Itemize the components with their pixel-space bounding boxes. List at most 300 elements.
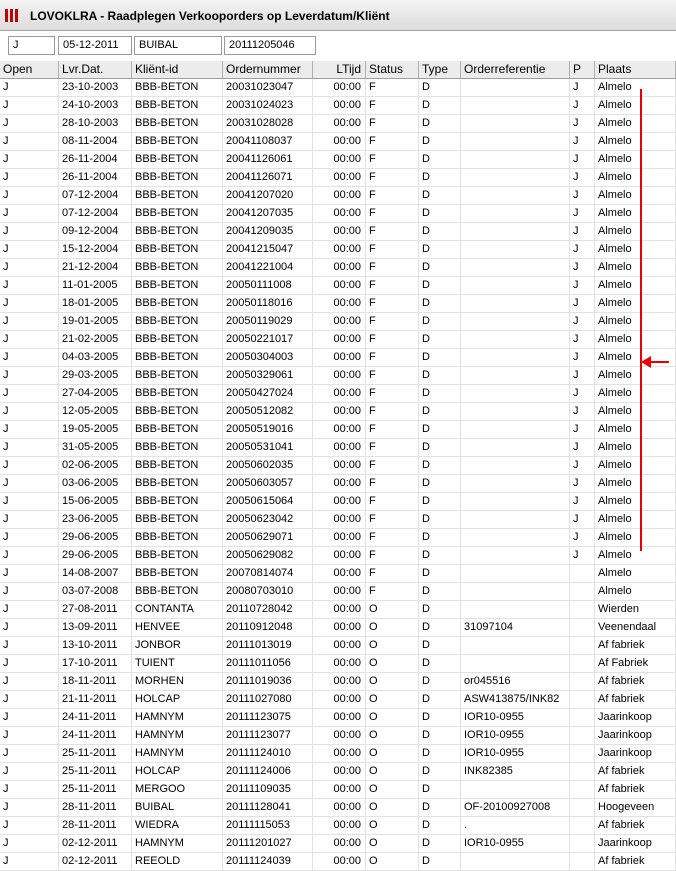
- column-header-open[interactable]: Open: [0, 61, 59, 78]
- table-row[interactable]: [0, 367, 676, 385]
- table-row[interactable]: [0, 421, 676, 439]
- cell-klient-id: BBB-BETON: [132, 187, 223, 204]
- cell-plaats: Almelo: [595, 97, 676, 114]
- cell-p: J: [570, 547, 595, 564]
- cell-open: J: [0, 547, 59, 564]
- filter-client-field[interactable]: BUIBAL: [134, 36, 222, 55]
- cell-ltijd: 00:00: [313, 511, 366, 528]
- cell-orderreferentie: [461, 115, 570, 132]
- cell-ltijd: 00:00: [313, 529, 366, 546]
- app-icon: [5, 9, 18, 22]
- cell-type: D: [419, 385, 461, 402]
- column-header-plaats[interactable]: Plaats: [595, 61, 676, 78]
- cell-type: D: [419, 673, 461, 690]
- table-row[interactable]: [0, 403, 676, 421]
- cell-status: F: [366, 439, 419, 456]
- table-row[interactable]: [0, 385, 676, 403]
- cell-lvr-dat: 15-06-2005: [59, 493, 132, 510]
- cell-open: J: [0, 205, 59, 222]
- cell-p: [570, 763, 595, 780]
- table-row[interactable]: [0, 511, 676, 529]
- cell-klient-id: BBB-BETON: [132, 295, 223, 312]
- cell-status: O: [366, 745, 419, 762]
- cell-open: J: [0, 385, 59, 402]
- cell-open: J: [0, 709, 59, 726]
- cell-orderreferentie: 31097104: [461, 619, 570, 636]
- cell-plaats: Almelo: [595, 475, 676, 492]
- cell-ordernummer: 20111011056: [223, 655, 313, 672]
- cell-ltijd: 00:00: [313, 223, 366, 240]
- cell-open: J: [0, 781, 59, 798]
- cell-klient-id: BBB-BETON: [132, 133, 223, 150]
- column-header-p[interactable]: P: [570, 61, 595, 78]
- cell-type: D: [419, 511, 461, 528]
- cell-plaats: Almelo: [595, 439, 676, 456]
- cell-status: F: [366, 583, 419, 600]
- cell-type: D: [419, 439, 461, 456]
- table-row[interactable]: [0, 817, 676, 835]
- cell-open: J: [0, 439, 59, 456]
- cell-lvr-dat: 04-03-2005: [59, 349, 132, 366]
- cell-status: F: [366, 331, 419, 348]
- column-header-klient-id[interactable]: Kliënt-id: [132, 61, 223, 78]
- cell-orderreferentie: ASW413875/INK82: [461, 691, 570, 708]
- cell-ordernummer: 20111201027: [223, 835, 313, 852]
- cell-plaats: Almelo: [595, 259, 676, 276]
- cell-type: D: [419, 529, 461, 546]
- cell-plaats: Almelo: [595, 133, 676, 150]
- cell-status: O: [366, 799, 419, 816]
- cell-type: D: [419, 115, 461, 132]
- cell-klient-id: BBB-BETON: [132, 277, 223, 294]
- table-row[interactable]: [0, 223, 676, 241]
- cell-status: O: [366, 691, 419, 708]
- cell-plaats: Almelo: [595, 421, 676, 438]
- cell-plaats: Af fabriek: [595, 763, 676, 780]
- cell-ordernummer: 20041126061: [223, 151, 313, 168]
- cell-open: J: [0, 331, 59, 348]
- cell-type: D: [419, 421, 461, 438]
- column-header-type[interactable]: Type: [419, 61, 461, 78]
- cell-ordernummer: 20050629082: [223, 547, 313, 564]
- cell-klient-id: BBB-BETON: [132, 529, 223, 546]
- cell-lvr-dat: 02-12-2011: [59, 853, 132, 870]
- cell-p: [570, 781, 595, 798]
- cell-klient-id: BBB-BETON: [132, 403, 223, 420]
- cell-plaats: Almelo: [595, 367, 676, 384]
- table-row[interactable]: [0, 565, 676, 583]
- cell-ordernummer: 20050615064: [223, 493, 313, 510]
- cell-p: J: [570, 475, 595, 492]
- cell-type: D: [419, 259, 461, 276]
- cell-klient-id: HOLCAP: [132, 763, 223, 780]
- cell-ltijd: 00:00: [313, 403, 366, 420]
- cell-klient-id: HAMNYM: [132, 709, 223, 726]
- cell-orderreferentie: [461, 313, 570, 330]
- table-row[interactable]: [0, 547, 676, 565]
- table-row[interactable]: [0, 277, 676, 295]
- cell-plaats: Jaarinkoop: [595, 727, 676, 744]
- table-row[interactable]: [0, 799, 676, 817]
- cell-ordernummer: 20041209035: [223, 223, 313, 240]
- table-row[interactable]: [0, 151, 676, 169]
- cell-p: J: [570, 385, 595, 402]
- cell-orderreferentie: IOR10-0955: [461, 727, 570, 744]
- cell-lvr-dat: 24-10-2003: [59, 97, 132, 114]
- cell-open: J: [0, 133, 59, 150]
- cell-klient-id: BBB-BETON: [132, 79, 223, 96]
- table-row[interactable]: [0, 475, 676, 493]
- cell-plaats: Veenendaal: [595, 619, 676, 636]
- table-row[interactable]: [0, 331, 676, 349]
- cell-ltijd: 00:00: [313, 727, 366, 744]
- cell-orderreferentie: [461, 241, 570, 258]
- cell-klient-id: TUIENT: [132, 655, 223, 672]
- table-row[interactable]: [0, 115, 676, 133]
- cell-ltijd: 00:00: [313, 547, 366, 564]
- table-row[interactable]: [0, 97, 676, 115]
- table-row[interactable]: [0, 691, 676, 709]
- cell-open: J: [0, 349, 59, 366]
- table-row[interactable]: [0, 295, 676, 313]
- table-row[interactable]: [0, 79, 676, 97]
- cell-ltijd: 00:00: [313, 817, 366, 834]
- cell-orderreferentie: [461, 367, 570, 384]
- cell-lvr-dat: 23-06-2005: [59, 511, 132, 528]
- cell-plaats: Af fabriek: [595, 691, 676, 708]
- cell-lvr-dat: 09-12-2004: [59, 223, 132, 240]
- cell-status: O: [366, 817, 419, 834]
- table-row[interactable]: [0, 583, 676, 601]
- cell-open: J: [0, 493, 59, 510]
- cell-orderreferentie: IOR10-0955: [461, 835, 570, 852]
- cell-ltijd: 00:00: [313, 745, 366, 762]
- cell-p: J: [570, 241, 595, 258]
- cell-lvr-dat: 21-11-2011: [59, 691, 132, 708]
- table-row[interactable]: [0, 241, 676, 259]
- cell-status: O: [366, 853, 419, 870]
- cell-plaats: Almelo: [595, 349, 676, 366]
- table-row[interactable]: [0, 349, 676, 367]
- cell-plaats: Almelo: [595, 79, 676, 96]
- cell-lvr-dat: 26-11-2004: [59, 151, 132, 168]
- cell-status: O: [366, 763, 419, 780]
- annotation-line: [640, 89, 642, 551]
- cell-lvr-dat: 28-10-2003: [59, 115, 132, 132]
- title-bar: [0, 0, 676, 31]
- cell-lvr-dat: 21-12-2004: [59, 259, 132, 276]
- cell-p: J: [570, 97, 595, 114]
- cell-ordernummer: 20041126071: [223, 169, 313, 186]
- cell-type: D: [419, 817, 461, 834]
- cell-ltijd: 00:00: [313, 655, 366, 672]
- cell-p: J: [570, 187, 595, 204]
- filter-open-field[interactable]: J: [8, 36, 55, 55]
- cell-orderreferentie: [461, 349, 570, 366]
- cell-p: [570, 601, 595, 618]
- cell-ordernummer: 20080703010: [223, 583, 313, 600]
- table-row[interactable]: [0, 853, 676, 871]
- cell-klient-id: BBB-BETON: [132, 241, 223, 258]
- filter-date-field[interactable]: 05-12-2011: [58, 36, 132, 55]
- cell-orderreferentie: [461, 475, 570, 492]
- table-row[interactable]: [0, 835, 676, 853]
- cell-p: [570, 673, 595, 690]
- cell-type: D: [419, 547, 461, 564]
- cell-p: [570, 835, 595, 852]
- cell-ordernummer: 20111115053: [223, 817, 313, 834]
- column-header-orderreferentie[interactable]: Orderreferentie: [461, 61, 570, 78]
- cell-orderreferentie: INK82385: [461, 763, 570, 780]
- table-row[interactable]: [0, 529, 676, 547]
- cell-type: D: [419, 727, 461, 744]
- cell-ltijd: 00:00: [313, 637, 366, 654]
- cell-ltijd: 00:00: [313, 331, 366, 348]
- cell-plaats: Almelo: [595, 511, 676, 528]
- cell-plaats: Af fabriek: [595, 673, 676, 690]
- cell-klient-id: JONBOR: [132, 637, 223, 654]
- cell-ordernummer: 20111013019: [223, 637, 313, 654]
- cell-status: F: [366, 97, 419, 114]
- cell-open: J: [0, 745, 59, 762]
- cell-ordernummer: 20031023047: [223, 79, 313, 96]
- table-row[interactable]: [0, 169, 676, 187]
- cell-ordernummer: 20050512082: [223, 403, 313, 420]
- cell-lvr-dat: 29-06-2005: [59, 547, 132, 564]
- cell-klient-id: HAMNYM: [132, 727, 223, 744]
- cell-ordernummer: 20050111008: [223, 277, 313, 294]
- cell-p: J: [570, 277, 595, 294]
- cell-status: F: [366, 241, 419, 258]
- cell-type: D: [419, 169, 461, 186]
- cell-ordernummer: 20111124039: [223, 853, 313, 870]
- cell-open: J: [0, 637, 59, 654]
- cell-ordernummer: 20050221017: [223, 331, 313, 348]
- cell-orderreferentie: [461, 583, 570, 600]
- table-row[interactable]: [0, 745, 676, 763]
- cell-p: J: [570, 115, 595, 132]
- table-row[interactable]: [0, 637, 676, 655]
- cell-plaats: Almelo: [595, 295, 676, 312]
- cell-lvr-dat: 28-11-2011: [59, 817, 132, 834]
- cell-lvr-dat: 26-11-2004: [59, 169, 132, 186]
- table-row[interactable]: [0, 781, 676, 799]
- cell-type: D: [419, 205, 461, 222]
- cell-lvr-dat: 28-11-2011: [59, 799, 132, 816]
- cell-lvr-dat: 19-05-2005: [59, 421, 132, 438]
- table-row[interactable]: [0, 763, 676, 781]
- cell-ordernummer: 20031028028: [223, 115, 313, 132]
- cell-klient-id: BBB-BETON: [132, 385, 223, 402]
- cell-orderreferentie: [461, 529, 570, 546]
- cell-open: J: [0, 583, 59, 600]
- cell-plaats: Almelo: [595, 529, 676, 546]
- table-row[interactable]: [0, 709, 676, 727]
- cell-open: J: [0, 79, 59, 96]
- cell-type: D: [419, 223, 461, 240]
- cell-status: O: [366, 655, 419, 672]
- cell-status: F: [366, 295, 419, 312]
- cell-type: D: [419, 367, 461, 384]
- table-row[interactable]: [0, 493, 676, 511]
- cell-klient-id: WIEDRA: [132, 817, 223, 834]
- cell-plaats: Almelo: [595, 331, 676, 348]
- cell-ltijd: 00:00: [313, 115, 366, 132]
- column-header-ltijd[interactable]: LTijd: [313, 61, 366, 78]
- table-row[interactable]: [0, 313, 676, 331]
- cell-ordernummer: 20111019036: [223, 673, 313, 690]
- cell-ltijd: 00:00: [313, 277, 366, 294]
- cell-klient-id: BBB-BETON: [132, 421, 223, 438]
- cell-status: F: [366, 403, 419, 420]
- column-header-status[interactable]: Status: [366, 61, 419, 78]
- cell-open: J: [0, 421, 59, 438]
- cell-status: O: [366, 601, 419, 618]
- cell-ordernummer: 20050629071: [223, 529, 313, 546]
- cell-plaats: Almelo: [595, 385, 676, 402]
- column-header-lvr-dat[interactable]: Lvr.Dat.: [59, 61, 132, 78]
- cell-p: J: [570, 349, 595, 366]
- cell-klient-id: BBB-BETON: [132, 223, 223, 240]
- table-row[interactable]: [0, 133, 676, 151]
- cell-ltijd: 00:00: [313, 619, 366, 636]
- cell-klient-id: BBB-BETON: [132, 475, 223, 492]
- cell-ltijd: 00:00: [313, 205, 366, 222]
- cell-type: D: [419, 475, 461, 492]
- table-row[interactable]: [0, 187, 676, 205]
- orders-grid: [0, 61, 676, 871]
- cell-status: F: [366, 313, 419, 330]
- table-row[interactable]: [0, 655, 676, 673]
- cell-lvr-dat: 07-12-2004: [59, 205, 132, 222]
- table-row[interactable]: [0, 727, 676, 745]
- cell-klient-id: BBB-BETON: [132, 331, 223, 348]
- cell-status: F: [366, 277, 419, 294]
- cell-lvr-dat: 12-05-2005: [59, 403, 132, 420]
- cell-lvr-dat: 29-06-2005: [59, 529, 132, 546]
- cell-orderreferentie: or045516: [461, 673, 570, 690]
- cell-lvr-dat: 18-01-2005: [59, 295, 132, 312]
- cell-type: D: [419, 565, 461, 582]
- cell-type: D: [419, 133, 461, 150]
- cell-ltijd: 00:00: [313, 583, 366, 600]
- cell-type: D: [419, 619, 461, 636]
- cell-open: J: [0, 169, 59, 186]
- cell-open: J: [0, 187, 59, 204]
- cell-status: F: [366, 367, 419, 384]
- cell-ordernummer: 20050119029: [223, 313, 313, 330]
- cell-klient-id: BBB-BETON: [132, 583, 223, 600]
- table-row[interactable]: [0, 619, 676, 637]
- cell-klient-id: BBB-BETON: [132, 511, 223, 528]
- cell-klient-id: BBB-BETON: [132, 349, 223, 366]
- cell-status: F: [366, 259, 419, 276]
- cell-ordernummer: 20050427024: [223, 385, 313, 402]
- cell-ordernummer: 20110728042: [223, 601, 313, 618]
- cell-lvr-dat: 24-11-2011: [59, 709, 132, 726]
- cell-p: J: [570, 205, 595, 222]
- cell-type: D: [419, 187, 461, 204]
- cell-orderreferentie: [461, 403, 570, 420]
- table-row[interactable]: [0, 439, 676, 457]
- cell-open: J: [0, 565, 59, 582]
- cell-klient-id: BBB-BETON: [132, 259, 223, 276]
- cell-status: F: [366, 547, 419, 564]
- cell-p: J: [570, 421, 595, 438]
- cell-type: D: [419, 691, 461, 708]
- cell-open: J: [0, 727, 59, 744]
- cell-orderreferentie: [461, 781, 570, 798]
- table-row[interactable]: [0, 259, 676, 277]
- cell-p: J: [570, 79, 595, 96]
- cell-open: J: [0, 601, 59, 618]
- cell-klient-id: BBB-BETON: [132, 565, 223, 582]
- cell-type: D: [419, 709, 461, 726]
- cell-ordernummer: 20041108037: [223, 133, 313, 150]
- cell-open: J: [0, 799, 59, 816]
- cell-p: J: [570, 529, 595, 546]
- cell-type: D: [419, 583, 461, 600]
- cell-status: F: [366, 169, 419, 186]
- cell-ltijd: 00:00: [313, 799, 366, 816]
- cell-klient-id: BUIBAL: [132, 799, 223, 816]
- table-row[interactable]: [0, 457, 676, 475]
- cell-plaats: Almelo: [595, 151, 676, 168]
- cell-plaats: Jaarinkoop: [595, 835, 676, 852]
- cell-plaats: Af Fabriek: [595, 655, 676, 672]
- cell-orderreferentie: [461, 133, 570, 150]
- cell-orderreferentie: [461, 421, 570, 438]
- cell-klient-id: BBB-BETON: [132, 457, 223, 474]
- cell-ltijd: 00:00: [313, 241, 366, 258]
- cell-klient-id: BBB-BETON: [132, 151, 223, 168]
- cell-p: [570, 583, 595, 600]
- cell-plaats: Almelo: [595, 313, 676, 330]
- cell-ltijd: 00:00: [313, 133, 366, 150]
- cell-ltijd: 00:00: [313, 151, 366, 168]
- table-row[interactable]: [0, 673, 676, 691]
- cell-lvr-dat: 13-09-2011: [59, 619, 132, 636]
- cell-plaats: Jaarinkoop: [595, 709, 676, 726]
- cell-ltijd: 00:00: [313, 349, 366, 366]
- cell-open: J: [0, 295, 59, 312]
- cell-ordernummer: 20110912048: [223, 619, 313, 636]
- cell-p: [570, 853, 595, 870]
- cell-type: D: [419, 331, 461, 348]
- cell-open: J: [0, 835, 59, 852]
- cell-lvr-dat: 27-08-2011: [59, 601, 132, 618]
- cell-status: F: [366, 187, 419, 204]
- cell-ordernummer: 20111124006: [223, 763, 313, 780]
- cell-ltijd: 00:00: [313, 79, 366, 96]
- cell-open: J: [0, 511, 59, 528]
- cell-type: D: [419, 151, 461, 168]
- cell-status: F: [366, 349, 419, 366]
- table-row[interactable]: [0, 601, 676, 619]
- cell-plaats: Almelo: [595, 241, 676, 258]
- cell-ltijd: 00:00: [313, 97, 366, 114]
- cell-klient-id: CONTANTA: [132, 601, 223, 618]
- cell-lvr-dat: 07-12-2004: [59, 187, 132, 204]
- filter-order-field[interactable]: 20111205046: [224, 36, 316, 55]
- cell-p: J: [570, 439, 595, 456]
- column-header-ordernummer[interactable]: Ordernummer: [223, 61, 313, 78]
- cell-open: J: [0, 475, 59, 492]
- table-row[interactable]: [0, 205, 676, 223]
- cell-orderreferentie: [461, 565, 570, 582]
- cell-orderreferentie: [461, 655, 570, 672]
- cell-lvr-dat: 29-03-2005: [59, 367, 132, 384]
